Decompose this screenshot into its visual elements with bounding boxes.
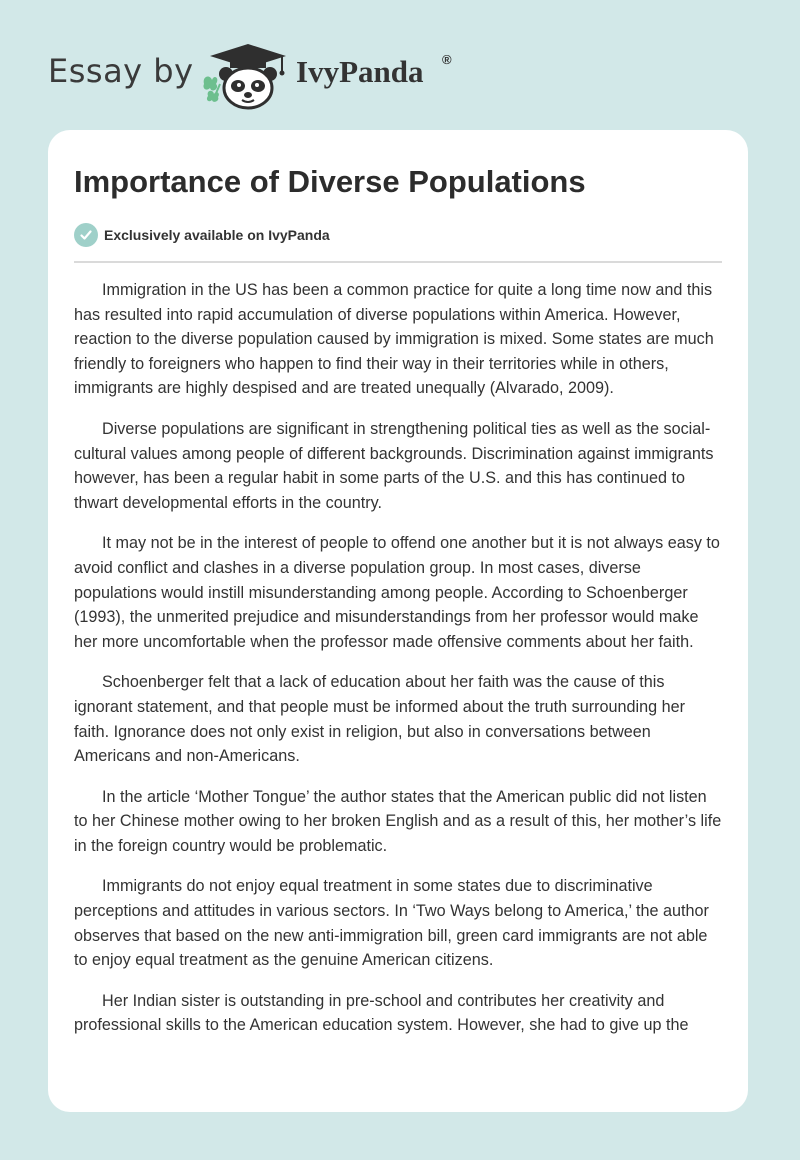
brand-name[interactable]: IvyPanda [296,54,424,89]
essay-by-label: Essay by [48,52,194,90]
panda-with-graduation-cap-icon[interactable] [200,38,296,110]
paragraph-4: Schoenberger felt that a lack of education about her faith was the cause of this ignorant statement, and that people must be informed about the truth surrounding her faith. Ignorance does not only exist in religion, but also in conversations between Americans and non-Americans. [74,673,686,766]
paragraph-7: Her Indian sister is outstanding in pre-school and contributes her creativity and professional skills to the American education system. However, she had to give up the [74,991,689,1035]
checkmark-icon [74,223,98,247]
paragraph-3: It may not be in the interest of people to offend one another but it is not always easy to avoid conflict and clashes in a diverse population group. In most cases, diverse populations would instill misunderstanding among people. According to Schoenberger (1993), the unmerited prejudice and misunderstandings from her professor would make her more uncomfortable when the professor made offensive comments about her faith. [74,534,720,651]
paragraph-6: Immigrants do not enjoy equal treatment in some states due to discriminative perceptions and attitudes in various sectors. In ‘Two Ways belong to America,’ the author observes that based on the new anti-immigration bill, green card immigrants are not able to enjoy equal treatment as the genuine American citizens. [74,877,709,970]
exclusive-label: Exclusively available on IvyPanda [104,227,330,243]
paragraph-5: In the article ‘Mother Tongue’ the author states that the American public did not listen to her Chinese mother owing to her broken English and as a result of this, her mother’s life in the foreign country would be problematic. [74,787,722,855]
paragraph-2: Diverse populations are significant in strengthening political ties as well as the social-cultural values among people of different backgrounds. Discrimination against immigrants however, has been a regular habit in some parts of the U.S. and this has continued to thwart developmental efforts in the country. [74,419,714,512]
essay-body [74,278,724,1054]
registered-mark: ® [442,52,452,67]
divider [74,261,722,263]
essay-card [48,130,748,1112]
exclusive-badge [74,222,330,248]
ivy-leaf-icon [203,77,220,102]
page-title: Importance of Diverse Populations [74,164,586,199]
site-header [0,0,800,130]
paragraph-1: Immigration in the US has been a common practice for quite a long time now and this has resulted into rapid accumulation of diverse populations within America. However, reaction to the diverse population caused by immigration is mixed. Some states are much friendly to foreigners who happen to find their way in their territories while in others, immigrants are highly despised and are treated unequally (Alvarado, 2009). [74,281,714,398]
